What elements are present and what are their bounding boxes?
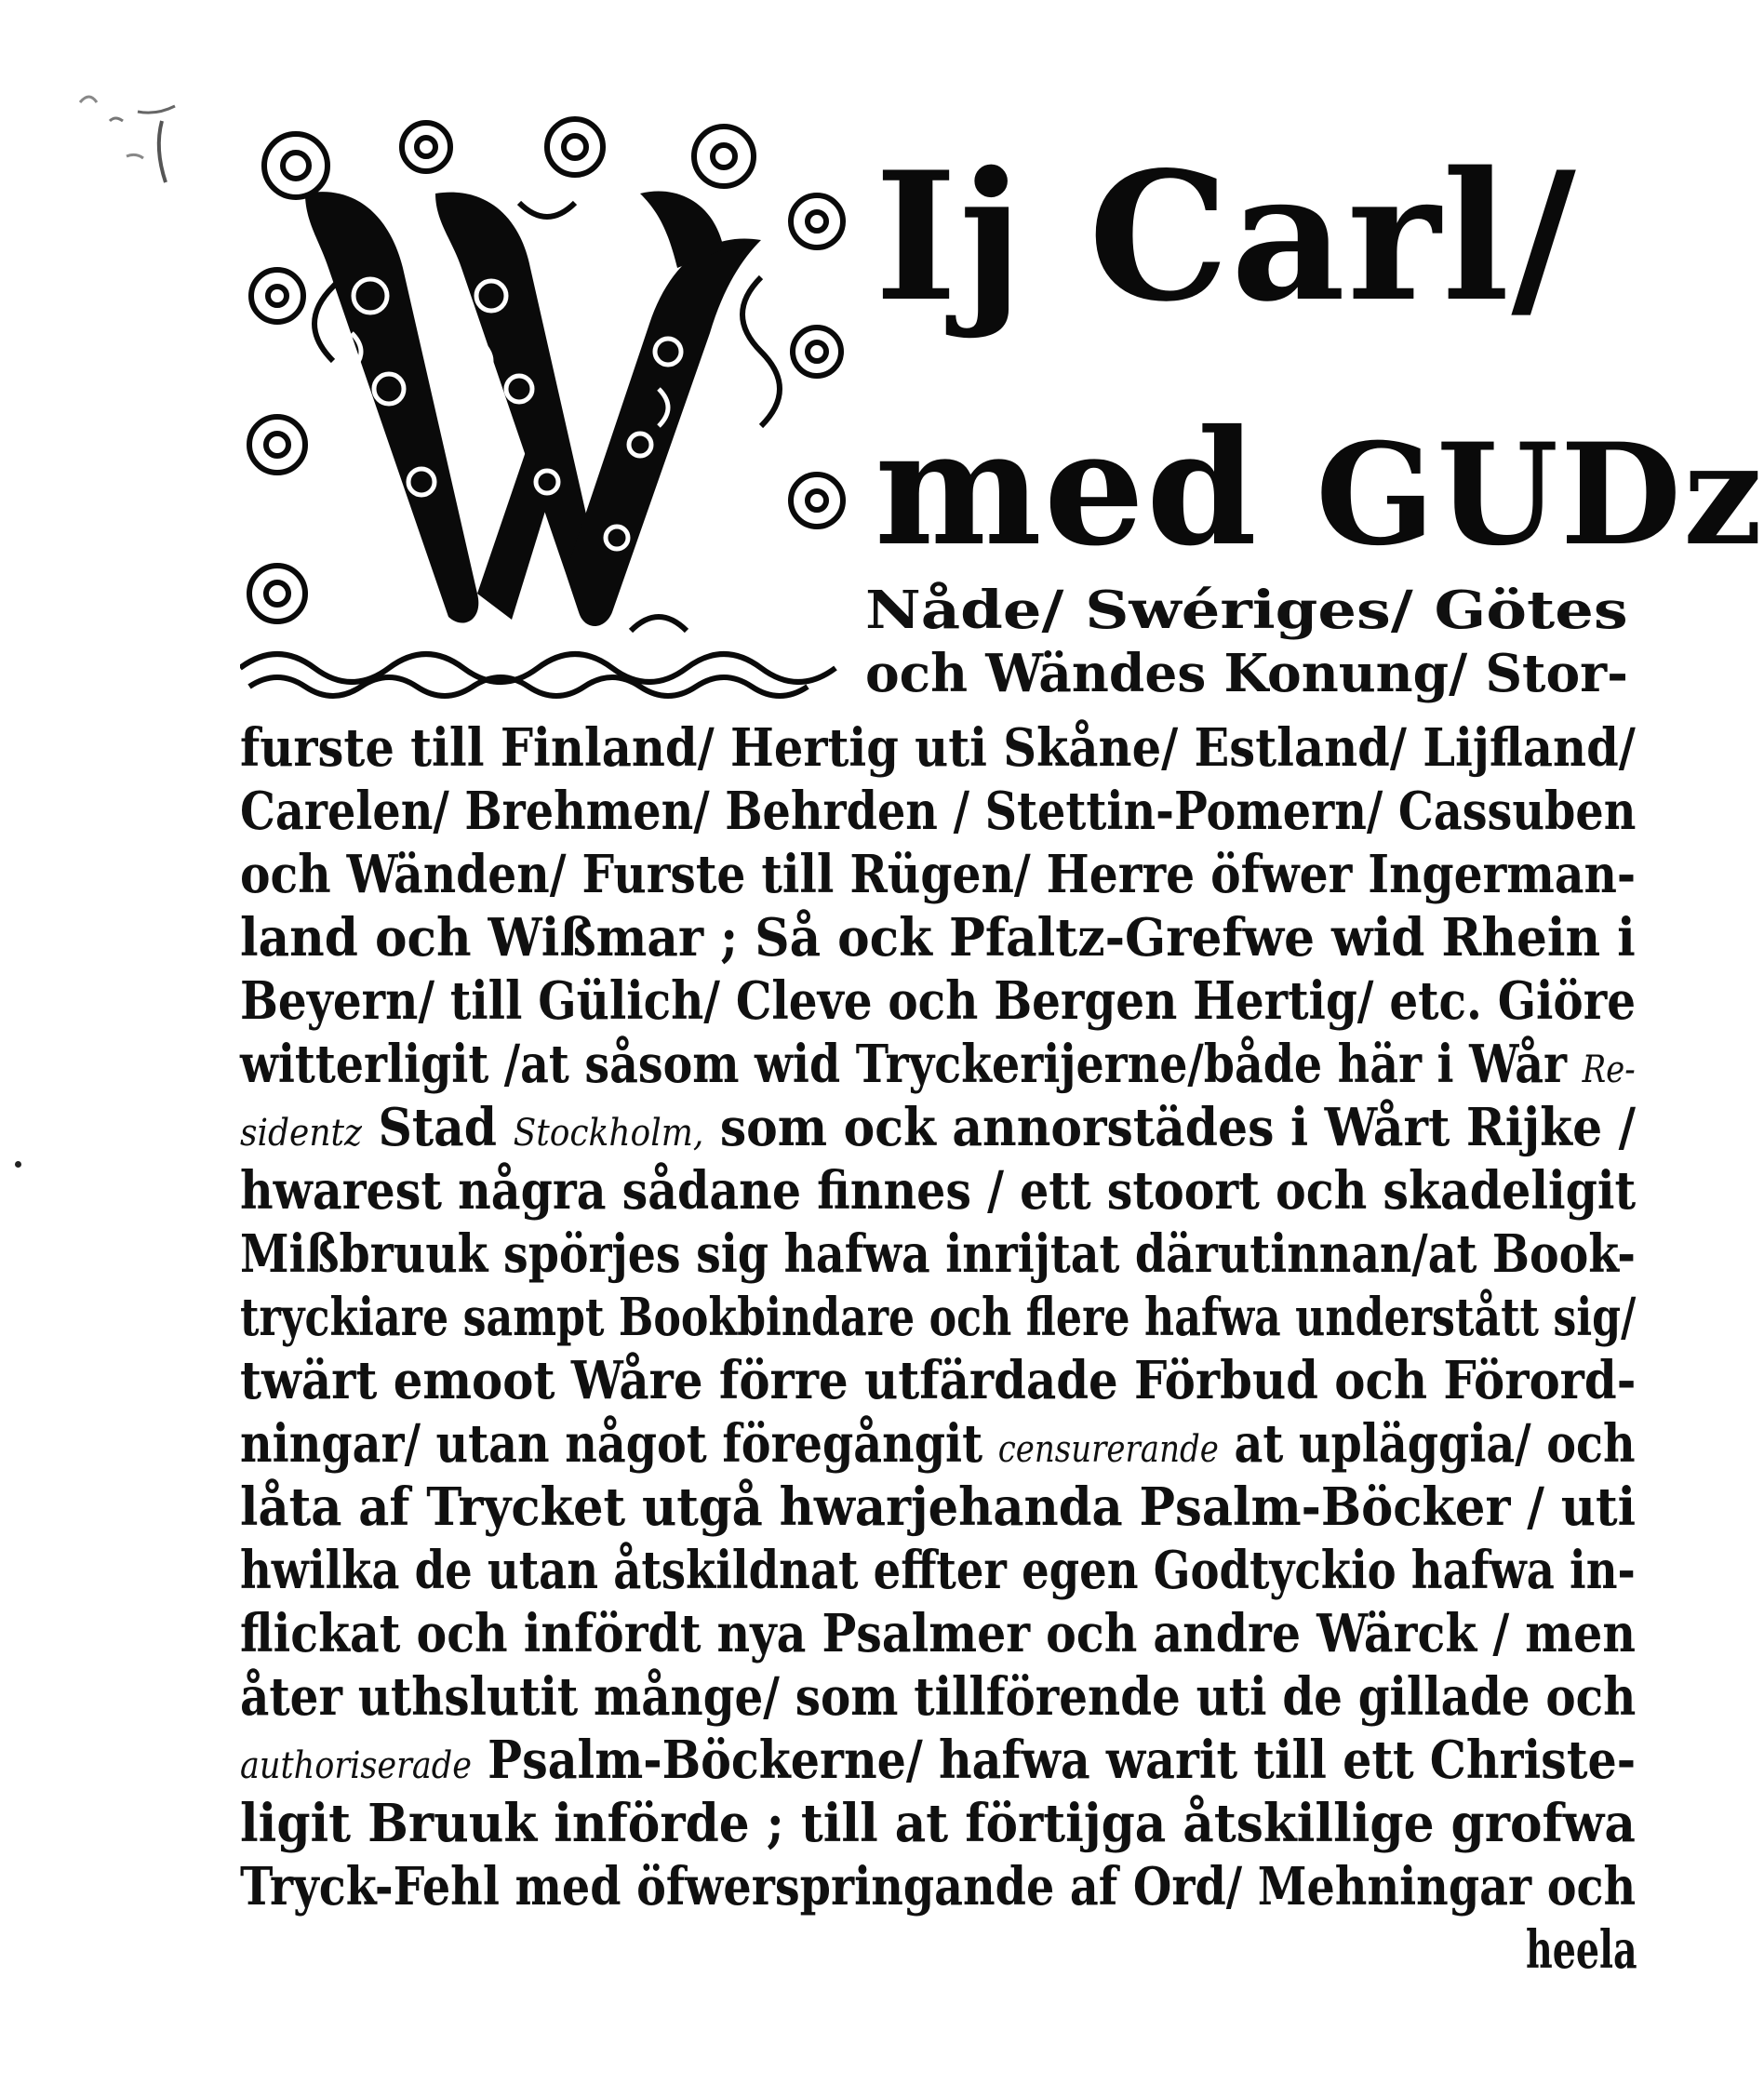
- text-line-content: hwarest några sådane finnes / ett stoort och skadeligit: [240, 1160, 1637, 1222]
- text-line: [240, 1286, 1636, 1349]
- text-line: [240, 1033, 1636, 1102]
- text-line-content: åter uthslutit månge/ som tillförende uti de gillade och: [240, 1666, 1637, 1728]
- text-line: [240, 1665, 1636, 1729]
- latin-italic-word: sidentz: [240, 1112, 362, 1155]
- text-line-content: at upläggia/ och: [1218, 1413, 1636, 1475]
- text-line-content: som ock annorstädes i Wårt Rijke /: [703, 1097, 1637, 1158]
- text-line-content: furste till Finland/ Hertig uti Skåne/ Estland/ Lijfland/: [240, 717, 1636, 779]
- text-line-content: witterligit /at såsom wid Tryckerijerne/både här i Wår: [240, 1034, 1583, 1095]
- heading-word-gudz: GUDz: [1316, 413, 1764, 577]
- text-line: [240, 1476, 1636, 1539]
- text-line: [240, 716, 1636, 780]
- latin-italic-word: censurerande: [997, 1428, 1219, 1471]
- text-line: [240, 1602, 1636, 1665]
- text-line: [240, 1159, 1636, 1222]
- text-line: [240, 906, 1636, 969]
- latin-italic-word: Stockholm,: [513, 1112, 704, 1155]
- text-line-content: ligit Bruuk införde ; till at förtijga åtskillige grofwa: [240, 1793, 1636, 1854]
- text-line: [240, 1349, 1636, 1412]
- text-line-content: tryckiare sampt Bookbindare och flere hafwa understått sig/: [240, 1287, 1637, 1348]
- text-line-content: land och Wißmar ; Så ock Pfaltz-Grefwe wid Rhein i: [240, 907, 1636, 969]
- text-line-content: twärt emoot Wåre förre utfärdade Förbud och Förord-: [240, 1350, 1637, 1411]
- text-line-content: heela: [1526, 1919, 1637, 1981]
- text-line: [240, 969, 1636, 1033]
- text-line: [240, 1096, 1636, 1165]
- text-line-content: Tryck-Fehl med öfwerspringande af Ord/ Mehningar och: [240, 1856, 1637, 1917]
- text-line: [865, 642, 1628, 705]
- text-line: [240, 780, 1636, 843]
- text-line-content: Stad: [361, 1097, 514, 1158]
- text-line: [240, 1792, 1636, 1855]
- text-line-content: hwilka de utan åtskildnat effter egen Godtyckio hafwa in-: [240, 1540, 1636, 1601]
- text-line-content: Beyern/ till Gülich/ Cleve och Bergen Hertig/ etc. Giöre: [240, 970, 1637, 1032]
- latin-italic-word: authoriserade: [240, 1744, 473, 1787]
- text-line-content: låta af Trycket utgå hwarjehanda Psalm-Böcker / uti: [240, 1476, 1637, 1538]
- text-line: [240, 1412, 1636, 1481]
- text-line-content: Mißbruuk spörjes sig hafwa inrijtat därutinnan/at Book-: [240, 1223, 1636, 1285]
- text-line: [240, 1222, 1636, 1286]
- text-line: [1526, 1918, 1637, 1982]
- heading-word-med: med: [875, 395, 1259, 581]
- text-line: [240, 1539, 1636, 1602]
- latin-italic-word: Re-: [1582, 1049, 1636, 1091]
- text-line: [240, 843, 1636, 906]
- text-line-content: ningar/ utan något föregångit: [240, 1413, 998, 1475]
- text-line: [865, 579, 1628, 642]
- text-line-content: Nåde/ Swériges/ Götes: [865, 580, 1628, 641]
- text-line-content: Carelen/ Brehmen/ Behrden / Stettin-Pomern/ Cassuben: [240, 781, 1637, 842]
- heading-line-1: Ij Carl/: [875, 133, 1578, 341]
- text-line: [240, 1729, 1636, 1797]
- text-line: [240, 1855, 1636, 1918]
- text-line-content: och Wänden/ Furste till Rügen/ Herre öfwer Ingerman-: [240, 844, 1637, 905]
- text-line-content: flickat och infördt nya Psalmer och andre Wärck / men: [240, 1603, 1636, 1664]
- text-line-content: Psalm-Böckerne/ hafwa warit till ett Christe-: [472, 1730, 1637, 1791]
- text-line-content: och Wändes Konung/ Stor-: [865, 643, 1628, 704]
